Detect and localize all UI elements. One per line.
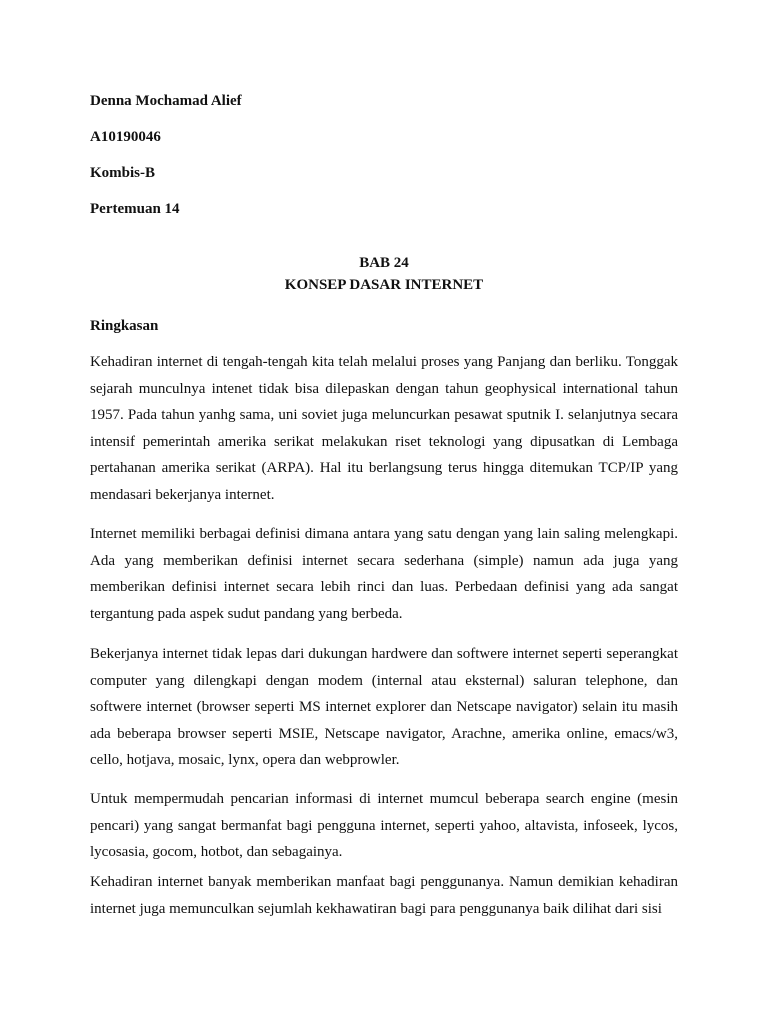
paragraph-definition: Internet memiliki berbagai definisi dimana antara yang satu dengan yang lain saling melengkapi. Ada yang memberikan definisi internet secara sederhana (simple) namun ada juga yang memberikan definisi internet secara lebih rinci dan luas. Perbedaan definisi yang ada sangat tergantung pada aspek sudut pandang yang berbeda. xyxy=(90,526,678,622)
class-name: Kombis-B xyxy=(90,165,156,181)
section-heading: Ringkasan xyxy=(90,318,159,334)
meeting-number: Pertemuan 14 xyxy=(90,201,180,217)
paragraph-search-engine: Untuk mempermudah pencarian informasi di internet mumcul beberapa search engine (mesin pencari) yang sangat bermanfat bagi pengguna internet, seperti yahoo, altavista, infoseek, lycos, lycosasia, gocom, hotbot, dan sebagainya. xyxy=(90,791,678,861)
paragraph-hardware-software: Bekerjanya internet tidak lepas dari dukungan hardwere dan softwere internet seperti seperangkat computer yang dilengkapi dengan modem (internal atau eksternal) saluran telephone, dan softwere internet (browser seperti MS internet explorer dan Netscape navigator) selain itu masih ada beberapa browser seperti MSIE, Netscape navigator, Arachne, amerika online, emacs/w3, cello, hotjava, mosaic, lynx, opera dan webprowler. xyxy=(90,646,678,769)
chapter-number: BAB 24 xyxy=(359,255,409,271)
paragraph-history: Kehadiran internet di tengah-tengah kita telah melalui proses yang Panjang dan berliku. Tonggak sejarah munculnya intenet tidak bisa dilepaskan dengan tahun geophysical international tahun 1957. Pada tahun yanhg sama, uni soviet juga meluncurkan pesawat sputnik I. selanjutnya secara intensif pemerintah amerika serikat melakukan riset teknologi yang dipusatkan di Lembaga pertahanan amerika serikat (ARPA). Hal itu berlangsung terus hingga ditemukan TCP/IP yang mendasari bekerjanya internet. xyxy=(90,354,678,503)
chapter-title: KONSEP DASAR INTERNET xyxy=(284,277,484,293)
paragraph-benefits: Kehadiran internet banyak memberikan manfaat bagi penggunanya. Namun demikian kehadiran internet juga memunculkan sejumlah kekhawatiran bagi para penggunanya baik dilihat dari sisi xyxy=(90,874,678,917)
student-id: A10190046 xyxy=(90,129,161,145)
author-name: Denna Mochamad Alief xyxy=(90,93,242,109)
